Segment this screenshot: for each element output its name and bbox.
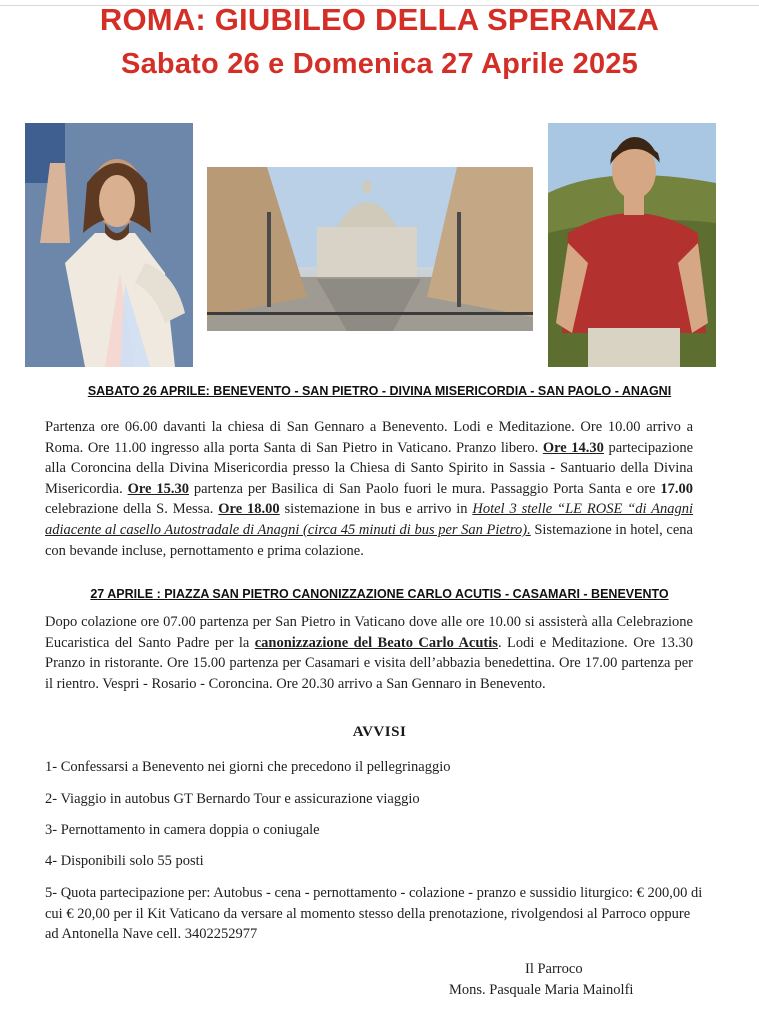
carlo-acutis-photo	[548, 123, 716, 367]
divine-mercy-statue-photo	[25, 123, 193, 367]
page-subtitle: Sabato 26 e Domenica 27 Aprile 2025	[121, 48, 638, 80]
signature-name: Mons. Pasquale Maria Mainolfi	[449, 982, 634, 998]
day1-program: Partenza ore 06.00 davanti la chiesa di San Gennaro a Benevento. Lodi e Meditazione. Ore 10.00 arrivo a Roma. Ore 11.00 ingresso alla porta Santa di San Pietro in Vaticano. Pranzo libero. Ore 14.30 partecipazione alla Coroncina della Divina Misericordia presso la Chiesa di Santo Spirito in Sassia - Santuario della Divina Misericordia. Ore 15.30 partenza per Basilica di San Paolo fuori le mura. Passaggio Porta Santa e ore 17.00 celebrazione della S. Messa. Ore 18.00 sistemazione in bus e arrivo in Hotel 3 stelle “LE ROSE “di Anagni adiacente al casello Autostradale di Anagni (circa 45 minuti di bus per San Pietro). Sistemazione in hotel, cena con bevande incluse, pernottamento e prima colazione.	[45, 419, 694, 559]
avvisi-item: 2- Viaggio in autobus GT Bernardo Tour e assicurazione viaggio	[45, 791, 420, 807]
st-peters-basilica-photo	[207, 167, 533, 331]
avvisi-title: AVVISI	[352, 724, 407, 740]
avvisi-item: 4- Disponibili solo 55 posti	[45, 853, 204, 869]
day2-heading: 27 APRILE : PIAZZA SAN PIETRO CANONIZZAZIONE CARLO ACUTIS - CASAMARI - BENEVENTO	[90, 587, 669, 601]
page-title: ROMA: GIUBILEO DELLA SPERANZA	[99, 2, 660, 37]
avvisi-item: 3- Pernottamento in camera doppia o coniugale	[45, 822, 320, 838]
avvisi-item: 5- Quota partecipazione per: Autobus - cena - pernottamento - colazione - pranzo e sussidio liturgico: € 200,00 di cui € 20,00 per il Kit Vaticano da versare al momento stesso della prenotazione, rivolgendosi al Parroco oppure ad Antonella Nave cell. 3402252977	[45, 885, 703, 943]
avvisi-item: 1- Confessarsi a Benevento nei giorni che precedono il pellegrinaggio	[45, 759, 451, 775]
signature-role: Il Parroco	[525, 961, 583, 977]
day2-program: Dopo colazione ore 07.00 partenza per San Pietro in Vaticano dove alle ore 10.00 si assisterà alla Celebrazione Eucaristica del Santo Padre per la canonizzazione del Beato Carlo Acutis. Lodi e Meditazione. Ore 13.30 Pranzo in ristorante. Ore 15.00 partenza per Casamari e visita dell’abbazia benedettina. Ore 17.00 partenza per il rientro. Vespri - Rosario - Coroncina. Ore 20.30 arrivo a San Gennaro in Benevento.	[45, 614, 693, 692]
day1-heading: SABATO 26 APRILE: BENEVENTO - SAN PIETRO - DIVINA MISERICORDIA - SAN PAOLO - ANAGNI	[87, 384, 672, 398]
